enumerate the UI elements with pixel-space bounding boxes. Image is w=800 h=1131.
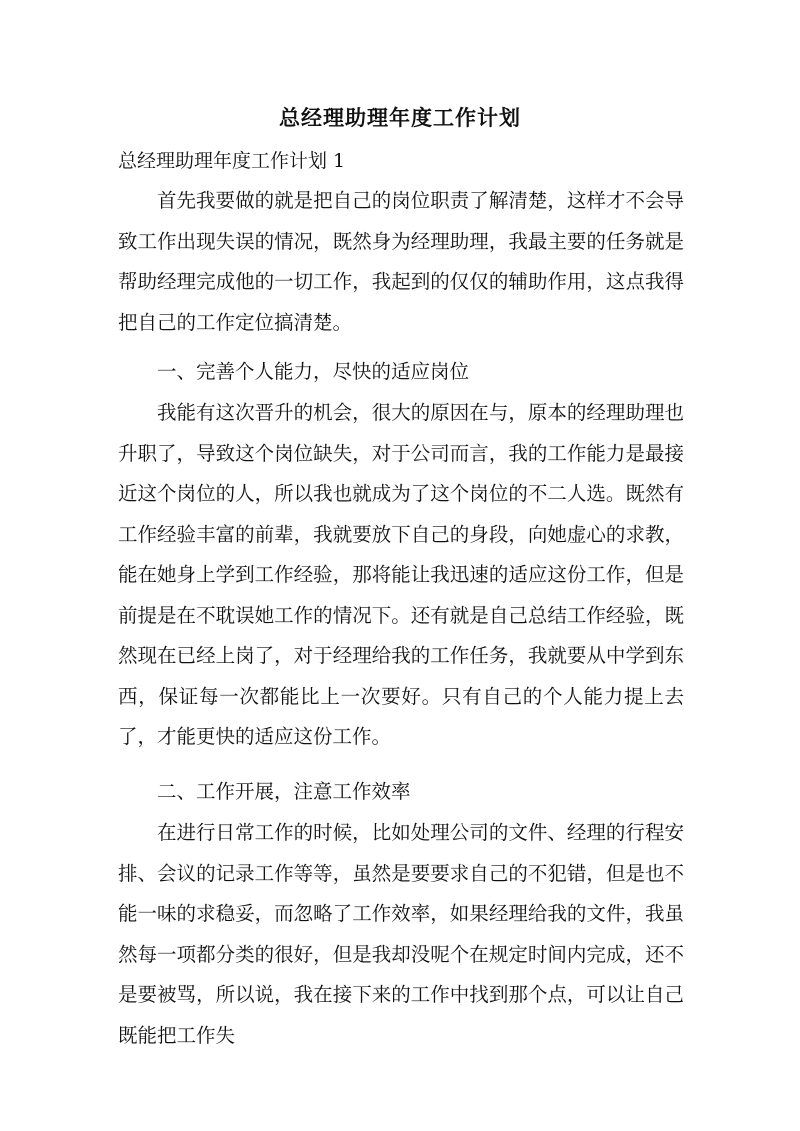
section-heading-1: 一、完善个人能力，尽快的适应岗位 xyxy=(157,360,470,383)
paragraph-section-1: 我能有这次晋升的机会，很大的原因在与，原本的经理助理也升职了，导致这个岗位缺失，对于公司而言，我的工作能力是最接近这个岗位的人，所以我也就成为了这个岗位的不二人选。既然有工作经验丰富的前辈，我就要放下自己的身段，向她虚心的求教，能在她身上学到工作经验，那将能让我迅速的适应这份工作，但是前提是在不耽误她工作的情况下。还有就是自己总结工作经验，既然现在已经上岗了，对于经理给我的工作任务，我就要从中学到东西，保证每一次都能比上一次要好。只有自己的个人能力提上去了，才能更快的适应这份工作。 xyxy=(118,401,684,748)
paragraph-section-2: 在进行日常工作的时候，比如处理公司的文件、经理的行程安排、会议的记录工作等等，虽然是要要求自己的不犯错，但是也不能一味的求稳妥，而忽略了工作效率，如果经理给我的文件，我虽然每一项都分类的很好，但是我却没呢个在规定时间内完成，还不是要被骂，所以说，我在接下来的工作中找到那个点，可以让自己既能把工作失 xyxy=(118,821,684,1047)
section-heading-2: 二、工作开展，注意工作效率 xyxy=(157,780,411,803)
document-subtitle: 总经理助理年度工作计划 1 xyxy=(118,150,346,172)
paragraph-intro: 首先我要做的就是把自己的岗位职责了解清楚，这样才不会导致工作出现失误的情况，既然身为经理助理，我最主要的任务就是帮助经理完成他的一切工作，我起到的仅仅的辅助作用，这点我得把自己的工作定位搞清楚。 xyxy=(118,189,684,334)
document-title: 总经理助理年度工作计划 xyxy=(279,105,521,130)
